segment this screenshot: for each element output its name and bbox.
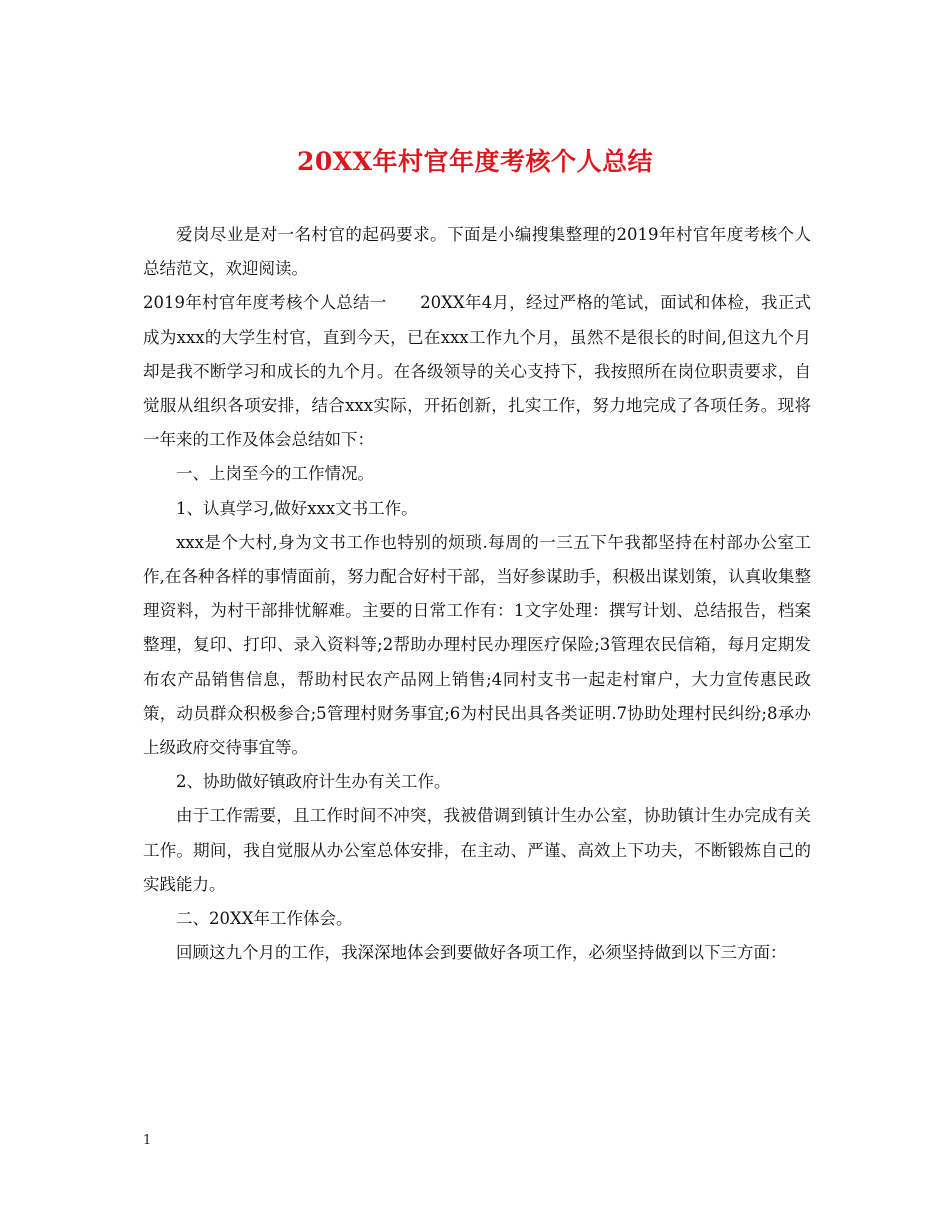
paragraph-summary-opening: 2019年村官年度考核个人总结一 20XX年4月，经过严格的笔试，面试和体检，我正式成为xxx的大学生村官，直到今天，已在xxx工作九个月，虽然不是很长的时间,但这九个月却是我不断学习和成长的九个月。在各级领导的关心支持下，我按照所在岗位职责要求，自觉服从组织各项安排，结合xxx实际，开拓创新，扎实工作，努力地完成了各项任务。现将一年来的工作及体会总结如下： [143, 293, 811, 450]
document-body [143, 218, 811, 970]
paragraph-section-heading-2: 二、20XX年工作体会。 [176, 909, 353, 929]
paragraph-section-heading-1: 一、上岗至今的工作情况。 [176, 464, 374, 484]
paragraph-intro: 爱岗尽业是对一名村官的起码要求。下面是小编搜集整理的2019年村官年度考核个人总结范文，欢迎阅读。 [143, 225, 811, 279]
paragraph-subheading-1: 1、认真学习,做好xxx文书工作。 [176, 498, 418, 518]
paragraph-family-planning-work: 由于工作需要，且工作时间不冲突，我被借调到镇计生办公室，协助镇计生办完成有关工作。期间，我自觉服从办公室总体安排，在主动、严谨、高效上下功夫，不断锻炼自己的实践能力。 [143, 806, 811, 894]
paragraph-clerical-work: xxx是个大村,身为文书工作也特别的烦琐.每周的一三五下午我都坚持在村部办公室工作,在各种各样的事情面前，努力配合好村干部，当好参谋助手，积极出谋划策，认真收集整理资料，为村干部排忧解难。主要的日常工作有：1文字处理：撰写计划、总结报告，档案整理，复印、打印、录入资料等;2帮助办理村民办理医疗保险;3管理农民信箱，每月定期发布农产品销售信息，帮助村民农产品网上销售;4同村支书一起走村窜户，大力宣传惠民政策，动员群众积极参合;5管理村财务事宜;6为村民出具各类证明.7协助处理村民纠纷;8承办上级政府交待事宜等。 [143, 532, 811, 758]
page-number: 1 [143, 1133, 152, 1148]
paragraph-reflection: 回顾这九个月的工作，我深深地体会到要做好各项工作，必须坚持做到以下三方面： [176, 943, 787, 963]
document-title: 20XX年村官年度考核个人总结 [296, 147, 654, 176]
paragraph-subheading-2: 2、协助做好镇政府计生办有关工作。 [176, 772, 451, 792]
